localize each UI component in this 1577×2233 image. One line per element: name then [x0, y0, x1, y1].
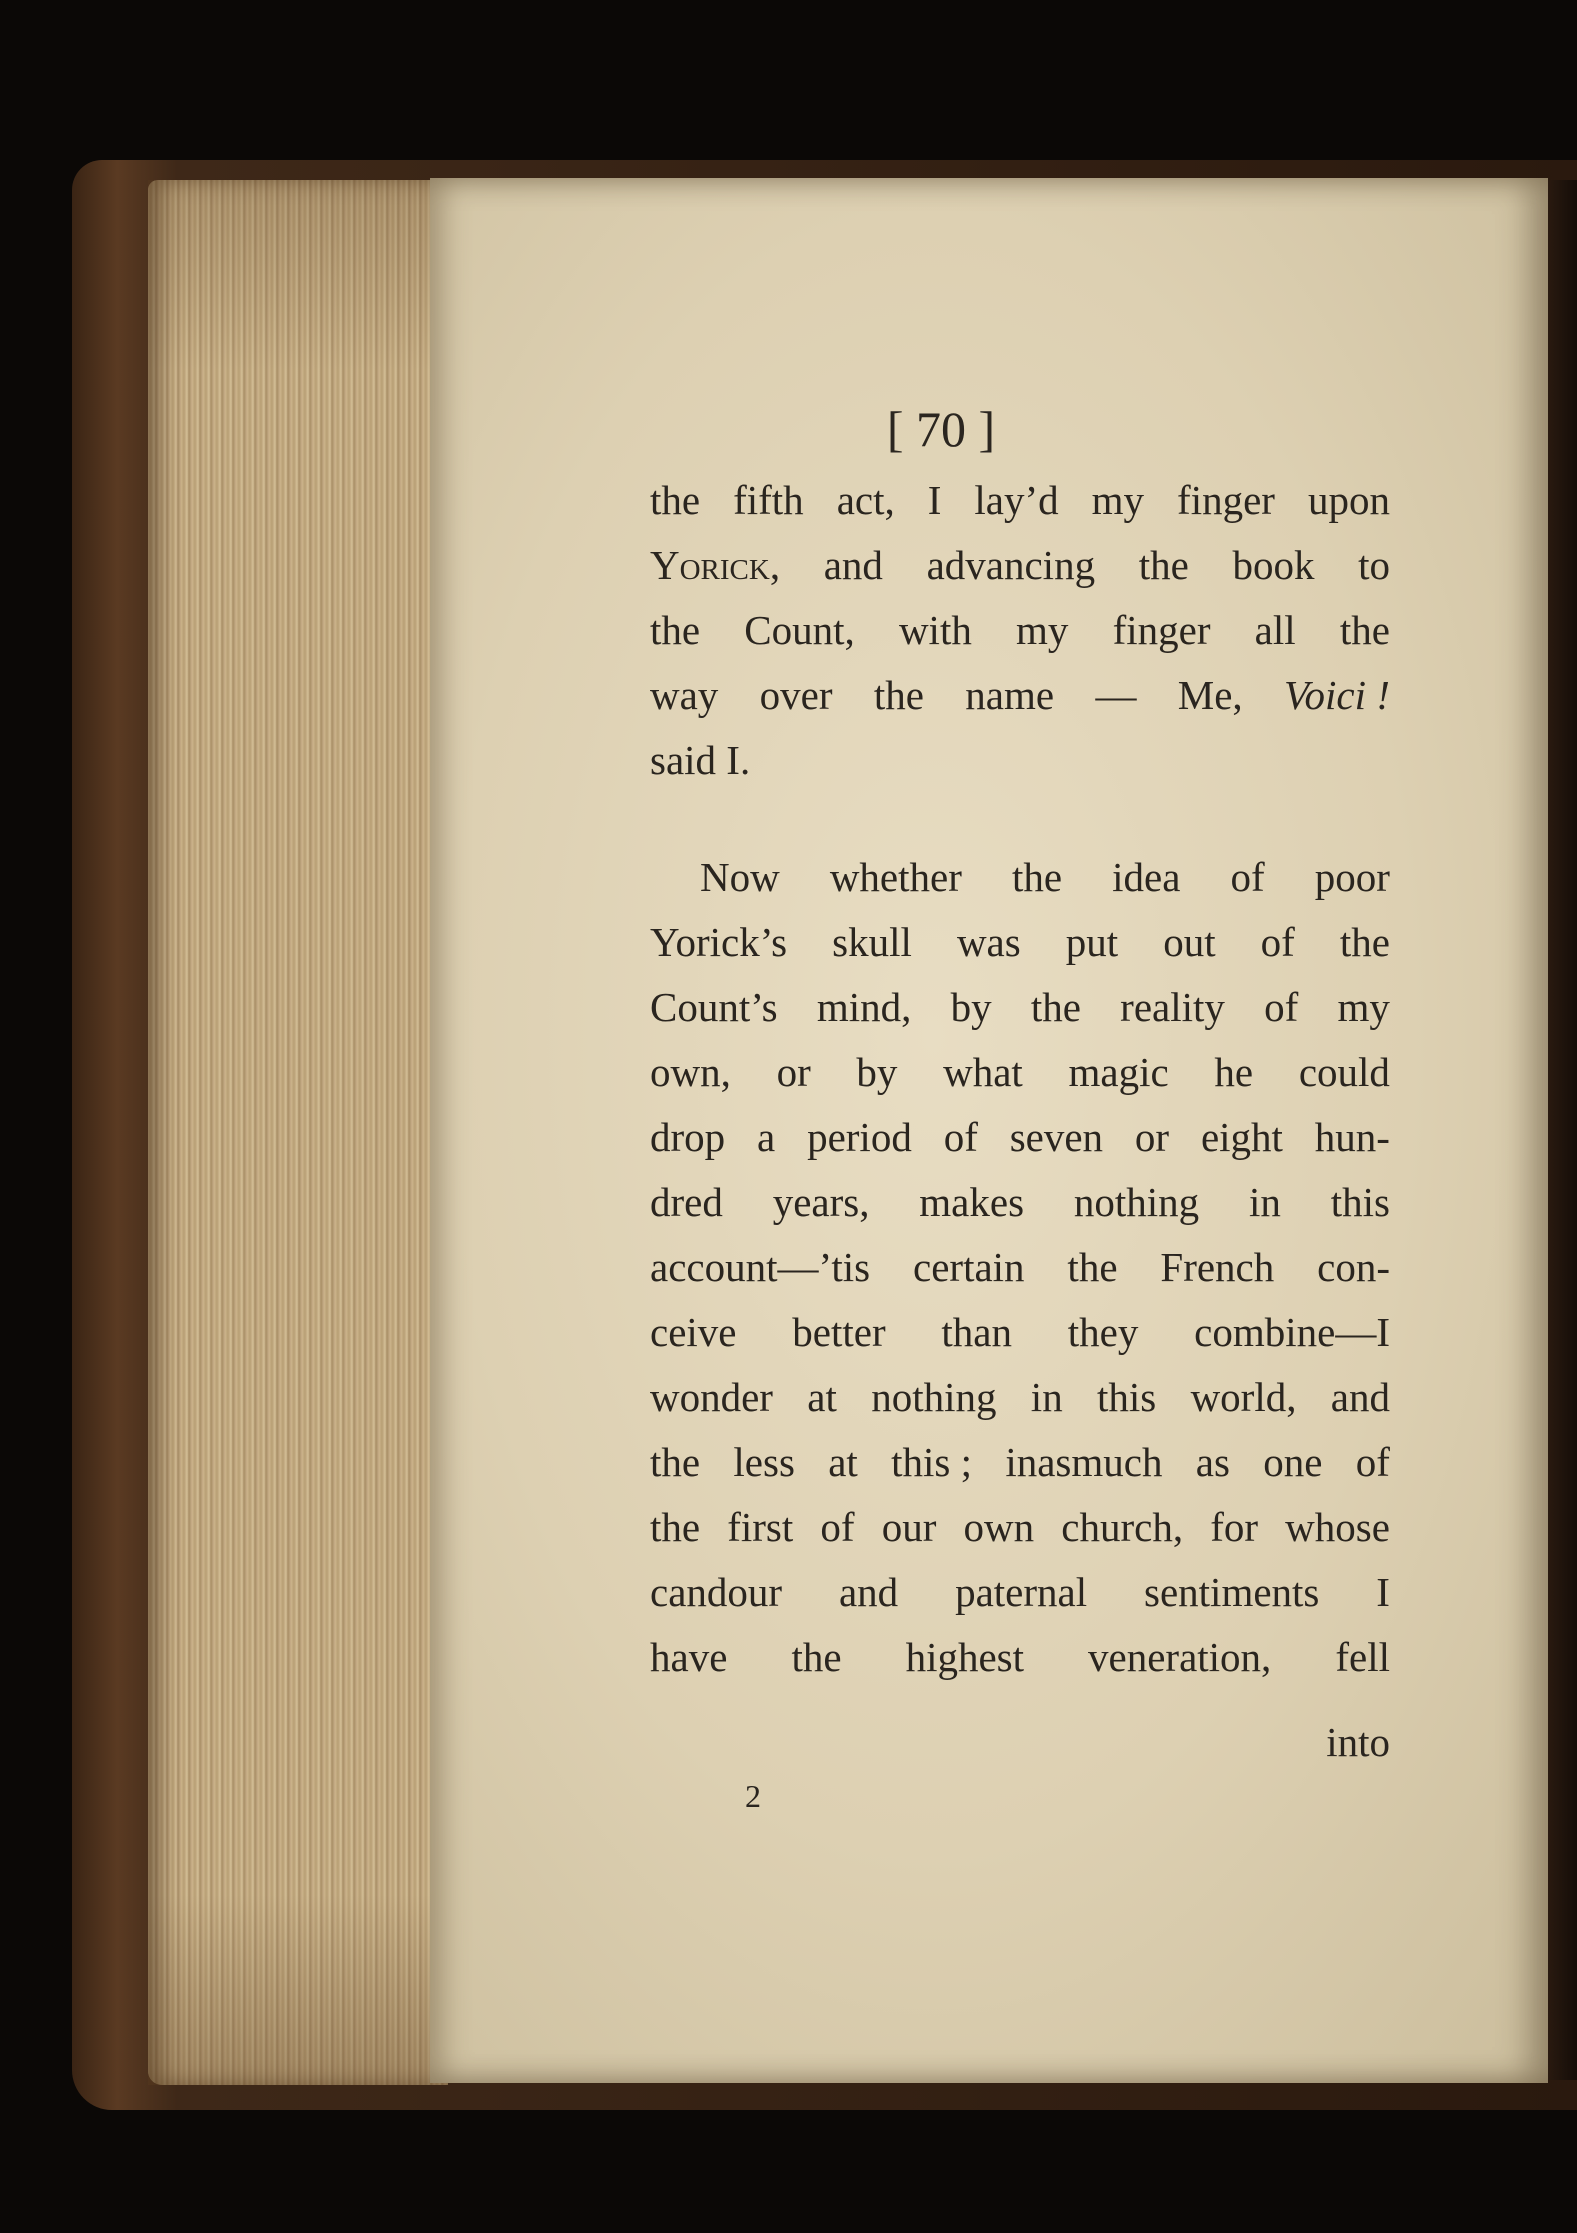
word: with	[898, 607, 972, 653]
word: he	[1214, 1049, 1254, 1095]
word: ceive	[650, 1309, 737, 1355]
word: could	[1298, 1049, 1390, 1095]
word: years,	[772, 1179, 870, 1225]
text-line	[650, 1170, 1390, 1235]
word: drop	[650, 1114, 726, 1160]
word: of	[1260, 919, 1295, 965]
word: was	[956, 919, 1021, 965]
word: seven	[1009, 1114, 1104, 1160]
word: my	[1337, 984, 1390, 1030]
word: all	[1254, 607, 1296, 653]
word: the	[1011, 854, 1063, 900]
word: of	[943, 1114, 978, 1160]
word: I	[927, 477, 942, 523]
word: better	[792, 1309, 886, 1355]
word: Voici !	[1284, 672, 1390, 718]
word: period	[807, 1114, 912, 1160]
word: candour	[650, 1569, 783, 1615]
text-line	[650, 910, 1390, 975]
book-page	[430, 178, 1548, 2083]
text-line	[650, 1365, 1390, 1430]
word: Count’s	[650, 984, 778, 1030]
word: and	[1330, 1374, 1390, 1420]
word: as	[1195, 1439, 1230, 1485]
text-line	[650, 1040, 1390, 1105]
paragraph-gap	[650, 793, 1390, 845]
word: dred	[650, 1179, 723, 1225]
text-line	[650, 598, 1390, 663]
word: than	[941, 1309, 1012, 1355]
word: at	[828, 1439, 858, 1485]
word: they	[1067, 1309, 1139, 1355]
word: Yorick,	[650, 542, 781, 588]
word: to	[1358, 542, 1390, 588]
text-line	[650, 1300, 1390, 1365]
footer-row	[650, 1718, 1390, 1788]
word: nothing	[1073, 1179, 1200, 1225]
word: and	[823, 542, 883, 588]
word: combine—I	[1194, 1309, 1390, 1355]
word: mind,	[816, 984, 912, 1030]
body-text	[650, 468, 1390, 1690]
catchword: into	[1326, 1719, 1390, 1765]
word: act,	[836, 477, 895, 523]
word: certain	[913, 1244, 1025, 1290]
word: one	[1263, 1439, 1323, 1485]
word: advancing	[926, 542, 1096, 588]
page-number-header: [ 70 ]	[886, 401, 996, 457]
word: idea	[1112, 854, 1181, 900]
word: said I.	[650, 737, 751, 783]
word: way	[650, 672, 719, 718]
word: my	[1016, 607, 1069, 653]
word: this	[1330, 1179, 1390, 1225]
word: church,	[1061, 1504, 1184, 1550]
text-line	[650, 468, 1390, 533]
word: the	[650, 477, 701, 523]
word: eight	[1200, 1114, 1283, 1160]
text-line	[650, 533, 1390, 598]
word: world,	[1190, 1374, 1297, 1420]
word: Count,	[744, 607, 855, 653]
word: in	[1248, 1179, 1281, 1225]
word: put	[1065, 919, 1119, 965]
word: first	[727, 1504, 794, 1550]
word: inasmuch	[1005, 1439, 1163, 1485]
word: by	[950, 984, 992, 1030]
word: the	[650, 1439, 701, 1485]
word: magic	[1068, 1049, 1169, 1095]
word: reality	[1120, 984, 1225, 1030]
word: of	[1230, 854, 1265, 900]
text-line	[650, 1560, 1390, 1625]
word: my	[1091, 477, 1145, 523]
text-line	[650, 1430, 1390, 1495]
word: or	[776, 1049, 811, 1095]
word: fell	[1335, 1634, 1390, 1680]
word: makes	[919, 1179, 1025, 1225]
word: at	[807, 1374, 837, 1420]
text-line	[650, 1625, 1390, 1690]
text-line	[650, 728, 1390, 793]
word: the	[1138, 542, 1189, 588]
word: Now	[700, 854, 780, 900]
word: the	[873, 672, 924, 718]
word: the	[1339, 607, 1390, 653]
word: Me,	[1177, 672, 1243, 718]
word: the	[650, 1504, 701, 1550]
word: our	[881, 1504, 937, 1550]
text-line	[650, 663, 1390, 728]
word: the	[791, 1634, 842, 1680]
word: out	[1163, 919, 1216, 965]
word: this	[1097, 1374, 1157, 1420]
word: or	[1134, 1114, 1170, 1160]
word: whether	[829, 854, 962, 900]
word: fifth	[733, 477, 804, 523]
word: have	[650, 1634, 728, 1680]
text-line	[650, 1235, 1390, 1300]
text-line	[650, 1495, 1390, 1560]
word: upon	[1307, 477, 1390, 523]
word: wonder	[650, 1374, 773, 1420]
word: whose	[1285, 1504, 1390, 1550]
word: this ;	[891, 1439, 973, 1485]
word: con-	[1317, 1244, 1390, 1290]
word: a	[757, 1114, 776, 1160]
word: and	[838, 1569, 899, 1615]
word: sentiments	[1144, 1569, 1320, 1615]
word: for	[1210, 1504, 1259, 1550]
word: poor	[1314, 854, 1390, 900]
word: Yorick’s	[650, 919, 788, 965]
word: veneration,	[1088, 1634, 1272, 1680]
word: the	[1030, 984, 1081, 1030]
word: in	[1030, 1374, 1063, 1420]
word: the	[650, 607, 701, 653]
right-cover-edge	[1547, 180, 1577, 2080]
word: what	[943, 1049, 1023, 1095]
word: lay’d	[974, 477, 1059, 523]
word: over	[759, 672, 833, 718]
word: less	[733, 1439, 795, 1485]
word: paternal	[955, 1569, 1088, 1615]
word: of	[1355, 1439, 1390, 1485]
word: the	[1067, 1244, 1118, 1290]
signature-mark: 2	[745, 1778, 761, 1814]
word: book	[1232, 542, 1315, 588]
word: —	[1095, 672, 1137, 718]
word: French	[1160, 1244, 1275, 1290]
text-line	[650, 975, 1390, 1040]
word: name	[965, 672, 1055, 718]
word: finger	[1112, 607, 1211, 653]
word: highest	[905, 1634, 1024, 1680]
word: the	[1339, 919, 1390, 965]
word: nothing	[871, 1374, 997, 1420]
word: own	[963, 1504, 1035, 1550]
word: of	[1264, 984, 1299, 1030]
word: of	[820, 1504, 855, 1550]
word: own,	[650, 1049, 731, 1095]
word: by	[856, 1049, 898, 1095]
word: finger	[1177, 477, 1275, 523]
word: skull	[832, 919, 912, 965]
text-line	[650, 1105, 1390, 1170]
word: account—’tis	[650, 1244, 871, 1290]
page-edges	[148, 180, 448, 2085]
word: I	[1376, 1569, 1390, 1615]
text-line	[650, 845, 1390, 910]
word: hun-	[1314, 1114, 1390, 1160]
